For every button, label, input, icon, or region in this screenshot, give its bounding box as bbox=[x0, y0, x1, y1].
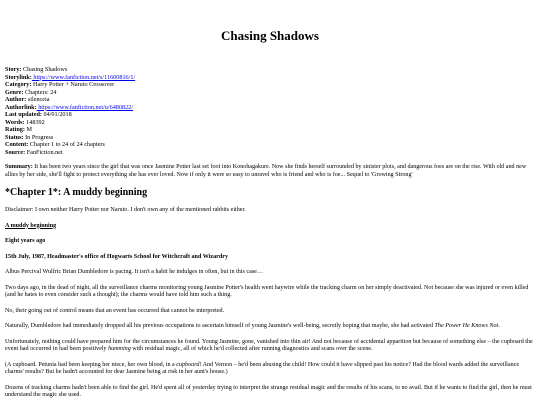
meta-row-storylink bbox=[5, 74, 535, 82]
emphasis-text: The Power He Knows Not bbox=[434, 323, 499, 329]
meta-key: Category: bbox=[5, 81, 32, 88]
paragraph-1: Albus Percival Wulfric Brian Dumbledore is pacing. It isn't a habit he indulges in often, but in this case… bbox=[5, 269, 263, 275]
meta-row-status bbox=[5, 134, 535, 142]
story-summary bbox=[5, 164, 535, 179]
meta-value: Harry Potter + Naruto Crossover bbox=[31, 81, 115, 88]
chapter-heading: *Chapter 1*: A muddy beginning bbox=[5, 187, 148, 198]
meta-value: 148392 bbox=[24, 118, 45, 126]
paragraph-text: with residual magic, all of which he'd collected after running diagnostics and scans over the scene. bbox=[130, 346, 373, 352]
paragraph-7: Dozens of tracking charms hadn't been able to find the girl. He'd spent all of yesterday trying to interpret the strange residual magic and the results of his scans, to no avail. But if he wants to find the girl, then he must understand the magic she used. bbox=[5, 384, 532, 398]
meta-key: Last updated: bbox=[5, 111, 42, 118]
meta-row-content bbox=[5, 141, 535, 149]
paragraph-text: . bbox=[498, 323, 500, 329]
meta-key: Storylink: bbox=[5, 73, 32, 81]
meta-value: FanFiction.net bbox=[25, 148, 63, 156]
meta-key: Genre: bbox=[5, 88, 24, 96]
meta-key: Authorlink: bbox=[5, 103, 37, 111]
paragraph-4 bbox=[5, 323, 535, 331]
meta-value: Chasing Shadows bbox=[21, 66, 68, 73]
emphasis-text: cupboard bbox=[176, 361, 200, 368]
meta-value: silenceia bbox=[26, 96, 50, 103]
disclaimer: Disclaimer: I own neither Harry Potter nor Naruto. I don't own any of the mentioned rabbits either. bbox=[5, 207, 246, 213]
paragraph-text: Naturally, Dumbledore had immediately dropped all his previous occupations to ascertain himself of young Jasmine's well-being, secretly hoping that maybe, she had activated bbox=[5, 323, 435, 329]
meta-key: Status: bbox=[5, 133, 24, 141]
meta-key: Words: bbox=[5, 118, 25, 126]
paragraph-text: (A cupboard. Petunia had been keeping her niece, her own blood, in a bbox=[5, 361, 177, 368]
meta-value: 04/01/2018 bbox=[41, 111, 72, 118]
meta-value: In Progress bbox=[23, 133, 54, 141]
meta-row-category bbox=[5, 81, 535, 89]
paragraph-6 bbox=[5, 362, 535, 377]
page-title: Chasing Shadows bbox=[221, 28, 319, 43]
storylink-link[interactable]: https://www.fanfiction.net/s/11600816/1/ bbox=[31, 73, 136, 81]
meta-row-rating bbox=[5, 126, 535, 134]
paragraph-2: Two days ago, in the dead of night, all the surveillance charms monitoring young Jasmine Potter's health went haywire while the tracking charm on her simply deactivated. Not because she was injured or even killed (and he hates to even consider such a thought); the charms would have told him such a thing. bbox=[5, 284, 529, 298]
time-marker: Eight years ago bbox=[5, 238, 46, 244]
meta-row-words bbox=[5, 119, 535, 127]
meta-row-source bbox=[5, 149, 535, 157]
meta-value: Chapters: 24 bbox=[23, 88, 57, 96]
paragraph-text: Unfortunately, nothing could have prepared him for the circumstances he found. Young Jasmine, gone, vanished into thin air! And not because of accidental apparition but because of something else – the cupboard the event had occurred in had been positively bbox=[5, 338, 533, 352]
summary-key: Summary: bbox=[5, 164, 33, 170]
meta-row-authorlink bbox=[5, 104, 535, 112]
summary-text: It has been two years since the girl that was once Jasmine Potter last set foot into Konohagakure. Now she finds herself surrounded by sinister plots, and dangerous foes are on the rise. With old and new allies by her side, she'll fight to protect everything she has ever loved. Now if only it were so easy to unravel who is friend and who is foe... Sequel to 'Growing Strong' bbox=[5, 164, 527, 178]
meta-row-genre bbox=[5, 89, 535, 97]
emphasis-text: humming bbox=[108, 346, 131, 352]
story-metadata bbox=[5, 66, 535, 156]
meta-row-author bbox=[5, 96, 535, 104]
meta-key: Rating: bbox=[5, 126, 25, 133]
meta-row-story bbox=[5, 66, 535, 74]
meta-value: M bbox=[24, 126, 32, 133]
scene-header: 15th July, 1987, Headmaster's office of Hogwarts School for Witchcraft and Wizardry bbox=[5, 253, 229, 260]
meta-value: Chapter 1 to 24 of 24 chapters bbox=[28, 141, 105, 148]
meta-key: Author: bbox=[5, 96, 27, 103]
meta-key: Source: bbox=[5, 148, 26, 156]
meta-row-last-updated bbox=[5, 111, 535, 119]
paragraph-text: ! And Vernon – he'd been abusing the child! How could it have slipped past his notice? Had the blood wards added the surveillance charms' results? But he hadn't accounted for dear Jasmine being at risk in her aunt's house.) bbox=[5, 361, 520, 375]
authorlink-link[interactable]: https://www.fanfiction.net/u/6480822/ bbox=[36, 103, 133, 111]
paragraph-3: No, their going out of control means that an event has occurred that cannot be interpreted. bbox=[5, 307, 225, 314]
paragraph-5 bbox=[5, 339, 535, 354]
meta-key: Story: bbox=[5, 66, 22, 73]
section-title: A muddy beginning bbox=[5, 222, 57, 229]
meta-key: Content: bbox=[5, 141, 29, 148]
